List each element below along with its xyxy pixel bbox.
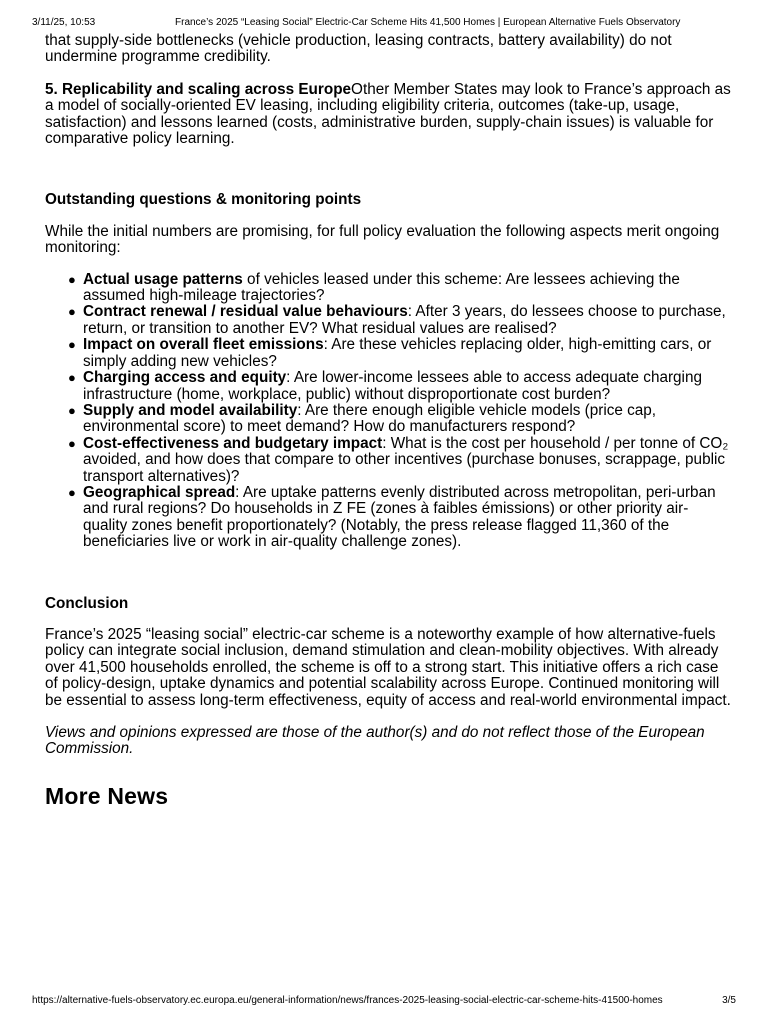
list-item-text: : Are these vehicles replacing older, high-emitting cars, or simply adding new vehicles? — [83, 336, 712, 370]
conclusion-heading: Conclusion — [45, 594, 129, 612]
list-item-text: : Are there enough eligible vehicle models (price cap, environmental score) to meet demand? How do manufacturers respond? — [83, 401, 657, 436]
list-item-text: : Are lower-income lessees able to access adequate charging infrastructure (home, workplace, public) without disproportionate cost burden? — [83, 369, 702, 403]
list-item-text: of vehicles leased under this scheme: Are lessees achieving the assumed high-mileage trajectories? — [83, 270, 680, 305]
monitoring-list — [45, 272, 731, 551]
list-item-text: : Are uptake patterns evenly distributed across metropolitan, peri-urban and rural regions? Do households in Z FE (zones à faibles émissions) or other priority air-quality zones benefit proportionately? (Notably, the press release flagged 11,360 of the beneficiaries live or work in air-quality challenge zones). — [83, 483, 716, 551]
replicability-heading: 5. Replicability and scaling across Europe — [45, 80, 352, 98]
bullet-icon: ● — [68, 435, 76, 451]
list-item-bold: Geographical spread — [83, 483, 236, 501]
bullet-icon: ● — [68, 370, 76, 386]
bullet-icon: ● — [68, 337, 76, 353]
list-item-text: : After 3 years, do lessees choose to purchase, return, or transition to another EV? What residual values are realised? — [83, 303, 726, 337]
article-content — [45, 33, 731, 810]
monitoring-heading: Outstanding questions & monitoring points — [45, 191, 362, 209]
print-url: https://alternative-fuels-observatory.ec.europa.eu/general-information/news/frances-2025-leasing-social-electric-car-scheme-hits-41500-homes — [32, 995, 663, 1006]
bullet-icon: ● — [68, 402, 76, 418]
list-item — [68, 336, 731, 370]
monitoring-intro: While the initial numbers are promising, for full policy evaluation the following aspects merit ongoing monitoring: — [45, 222, 720, 257]
list-item-bold: Charging access and equity — [83, 369, 287, 387]
bullet-icon: ● — [68, 484, 76, 500]
disclaimer: Views and opinions expressed are those of the author(s) and do not reflect those of the European Commission. — [45, 724, 705, 758]
list-item-bold: Impact on overall fleet emissions — [83, 336, 324, 354]
list-item-text: : What is the cost per household / per tonne of CO₂ avoided, and how does that compare to other incentives (purchase bonuses, scrappage, public transport alternatives)? — [83, 434, 729, 485]
list-item-bold: Actual usage patterns — [83, 270, 243, 288]
list-item — [68, 483, 731, 551]
list-item — [68, 303, 731, 337]
list-item — [68, 401, 731, 436]
conclusion-text: France’s 2025 “leasing social” electric-car scheme is a noteworthy example of how alternative-fuels policy can integrate social inclusion, demand stimulation and clean-mobility objectives. With already over 41,500 households enrolled, the scheme is off to a strong start. This initiative offers a rich case of policy-design, uptake dynamics and potential scalability across Europe. Continued monitoring will be essential to assess long-term effectiveness, equity of access and real-world environmental impact. — [45, 625, 731, 709]
list-item — [68, 270, 731, 305]
bullet-icon: ● — [68, 304, 76, 320]
list-item-bold: Cost-effectiveness and budgetary impact — [83, 434, 383, 452]
more-news-heading: More News — [45, 782, 169, 809]
print-timestamp: 3/11/25, 10:53 — [32, 17, 96, 28]
replicability-text: Other Member States may look to France’s approach as a model of socially-oriented EV leasing, including eligibility criteria, outcomes (take-up, usage, satisfaction) and lessons learned (costs, administrative burden, supply-chain issues) is valuable for comparative policy learning. — [45, 80, 731, 148]
list-item — [68, 434, 731, 485]
list-item-bold: Contract renewal / residual value behaviours — [83, 303, 408, 321]
print-page-title: France’s 2025 “Leasing Social” Electric-Car Scheme Hits 41,500 Homes | European Alternative Fuels Observatory — [175, 17, 681, 28]
bullet-icon: ● — [68, 271, 76, 287]
replicability-paragraph — [45, 82, 731, 148]
page-number: 3/5 — [722, 995, 736, 1006]
list-item-bold: Supply and model availability — [83, 401, 298, 419]
top-paragraph: that supply-side bottlenecks (vehicle production, leasing contracts, battery availability) do not undermine programme credibility. — [45, 32, 672, 66]
list-item — [68, 369, 731, 403]
